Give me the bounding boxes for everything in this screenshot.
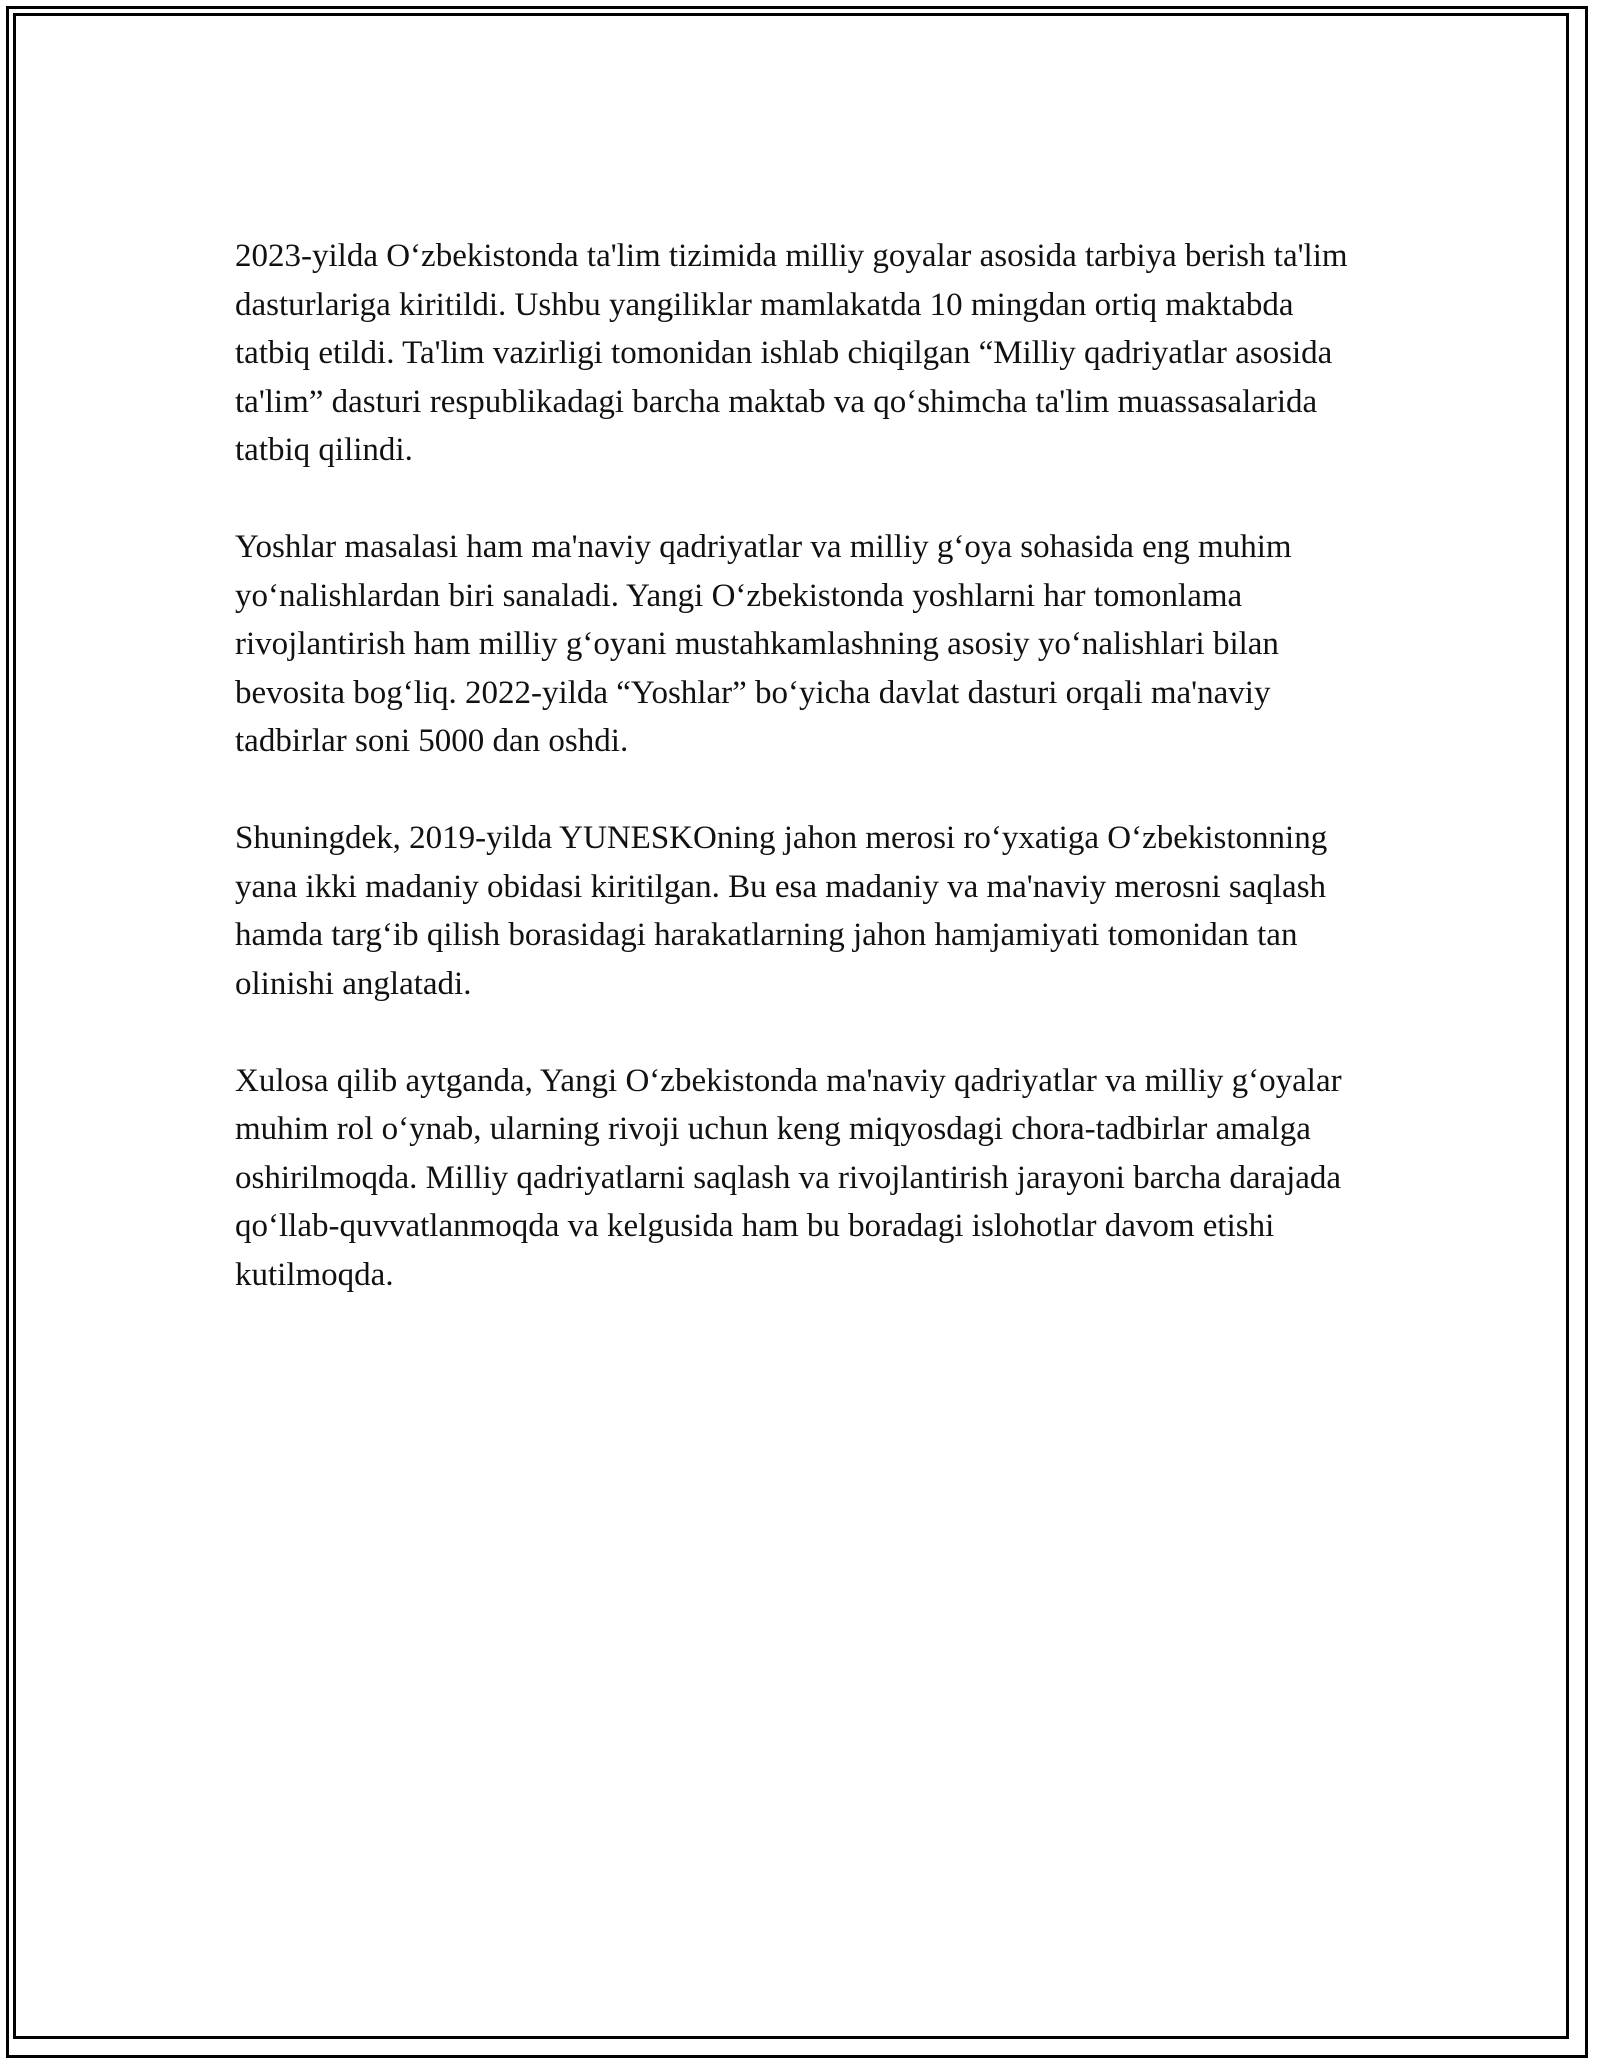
paragraph-1: 2023-yilda O‘zbekistonda ta'lim tizimida milliy goyalar asosida tarbiya berish ta'lim dasturlariga kiritildi. Ushbu yangiliklar mamlakatda 10 mingdan ortiq maktabda tatbiq etildi. Ta'lim vazirligi tomonidan ishlab chiqilgan “Milliy qadriyatlar asosida ta'lim” dasturi respublikadagi barcha maktab va qo‘shimcha ta'lim muassasalarida tatbiq qilindi. [235,238,1348,468]
paragraph-2: Yoshlar masalasi ham ma'naviy qadriyatlar va milliy g‘oya sohasida eng muhim yo‘nalishlardan biri sanaladi. Yangi O‘zbekistonda yoshlarni har tomonlama rivojlantirish ham milliy g‘oyani mustahkamlashning asosiy yo‘nalishlari bilan bevosita bog‘liq. 2022-yilda “Yoshlar” bo‘yicha davlat dasturi orqali ma'naviy tadbirlar soni 5000 dan oshdi. [235,529,1292,759]
document-body [235,232,1365,1348]
paragraph-4: Xulosa qilib aytganda, Yangi O‘zbekistonda ma'naviy qadriyatlar va milliy g‘oyalar muhim rol o‘ynab, ularning rivoji uchun keng miqyosdagi chora-tadbirlar amalga oshirilmoqda. Milliy qadriyatlarni saqlash va rivojlantirish jarayoni barcha darajada qo‘llab-quvvatlanmoqda va kelgusida ham bu boradagi islohotlar davom etishi kutilmoqda. [235,1062,1342,1293]
paragraph-3: Shuningdek, 2019-yilda YUNESKOning jahon merosi ro‘yxatiga O‘zbekistonning yana ikki madaniy obidasi kiritilgan. Bu esa madaniy va ma'naviy merosni saqlash hamda targ‘ib qilish borasidagi harakatlarning jahon hamjamiyati tomonidan tan olinishi anglatadi. [235,820,1328,1002]
